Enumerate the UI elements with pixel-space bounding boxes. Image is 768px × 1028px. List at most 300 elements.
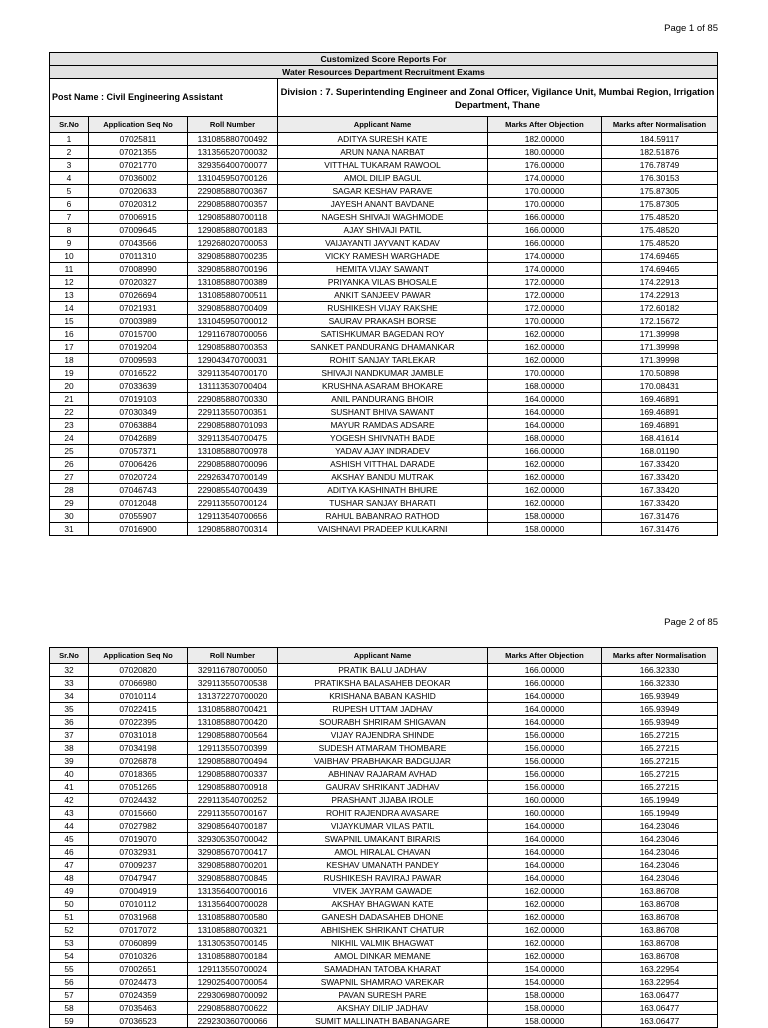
sr-no-cell: 3 (50, 159, 89, 172)
column-header: Applicant Name (278, 648, 488, 664)
application-seq-cell: 07019070 (89, 833, 188, 846)
application-seq-cell: 07003989 (89, 315, 188, 328)
application-seq-cell: 07021931 (89, 302, 188, 315)
sr-no-cell: 16 (50, 328, 89, 341)
marks-after-objection-cell: 156.00000 (488, 768, 602, 781)
marks-after-normalisation-cell: 165.19949 (602, 794, 718, 807)
sr-no-cell: 26 (50, 458, 89, 471)
applicant-name-cell: VIJAYKUMAR VILAS PATIL (278, 820, 488, 833)
marks-after-objection-cell: 164.00000 (488, 859, 602, 872)
applicant-name-cell: ROHIT SANJAY TARLEKAR (278, 354, 488, 367)
roll-number-cell: 131085880700389 (188, 276, 278, 289)
marks-after-objection-cell: 162.00000 (488, 924, 602, 937)
applicant-name-cell: SWAPNIL UMAKANT BIRARIS (278, 833, 488, 846)
sr-no-cell: 37 (50, 729, 89, 742)
roll-number-cell: 131356400700028 (188, 898, 278, 911)
applicant-name-cell: AMOL HIRALAL CHAVAN (278, 846, 488, 859)
table-row (50, 755, 718, 768)
table-row (50, 263, 718, 276)
applicant-name-cell: MAYUR RAMDAS ADSARE (278, 419, 488, 432)
roll-number-cell: 229085880700622 (188, 1002, 278, 1015)
report-title-line-2: Water Resources Department Recruitment Exams (50, 66, 718, 79)
application-seq-cell: 07043566 (89, 237, 188, 250)
table-row (50, 885, 718, 898)
marks-after-objection-cell: 164.00000 (488, 419, 602, 432)
marks-after-objection-cell: 170.00000 (488, 185, 602, 198)
table-header-row (50, 648, 718, 664)
marks-after-normalisation-cell: 167.31476 (602, 510, 718, 523)
marks-after-normalisation-cell: 175.87305 (602, 185, 718, 198)
marks-after-normalisation-cell: 167.33420 (602, 497, 718, 510)
application-seq-cell: 07015660 (89, 807, 188, 820)
roll-number-cell: 129113550700399 (188, 742, 278, 755)
marks-after-normalisation-cell: 170.08431 (602, 380, 718, 393)
table-row (50, 950, 718, 963)
application-seq-cell: 07010112 (89, 898, 188, 911)
roll-number-cell: 131085880700511 (188, 289, 278, 302)
table-row (50, 315, 718, 328)
roll-number-cell: 131085880700492 (188, 133, 278, 146)
page-number-label: Page 1 of 85 (664, 23, 718, 34)
application-seq-cell: 07010326 (89, 950, 188, 963)
sr-no-cell: 17 (50, 341, 89, 354)
table-row (50, 768, 718, 781)
roll-number-cell: 329113540700475 (188, 432, 278, 445)
roll-number-cell: 129043470700031 (188, 354, 278, 367)
column-header: Sr.No (50, 648, 89, 664)
roll-number-cell: 129025400700054 (188, 976, 278, 989)
marks-after-normalisation-cell: 167.33420 (602, 484, 718, 497)
marks-after-objection-cell: 164.00000 (488, 846, 602, 859)
table-row (50, 432, 718, 445)
application-seq-cell: 07027982 (89, 820, 188, 833)
sr-no-cell: 56 (50, 976, 89, 989)
sr-no-cell: 1 (50, 133, 89, 146)
table-row (50, 924, 718, 937)
marks-after-objection-cell: 162.00000 (488, 328, 602, 341)
roll-number-cell: 129085880700118 (188, 211, 278, 224)
application-seq-cell: 07057371 (89, 445, 188, 458)
application-seq-cell: 07051265 (89, 781, 188, 794)
marks-after-normalisation-cell: 182.51876 (602, 146, 718, 159)
application-seq-cell: 07021770 (89, 159, 188, 172)
application-seq-cell: 07026878 (89, 755, 188, 768)
sr-no-cell: 33 (50, 677, 89, 690)
applicant-name-cell: VAIBHAV PRABHAKAR BADGUJAR (278, 755, 488, 768)
table-row (50, 716, 718, 729)
roll-number-cell: 229113550700351 (188, 406, 278, 419)
table-row (50, 898, 718, 911)
table-row (50, 471, 718, 484)
applicant-name-cell: YADAV AJAY INDRADEV (278, 445, 488, 458)
application-seq-cell: 07063884 (89, 419, 188, 432)
table-row (50, 937, 718, 950)
marks-after-objection-cell: 154.00000 (488, 976, 602, 989)
sr-no-cell: 21 (50, 393, 89, 406)
marks-after-objection-cell: 166.00000 (488, 224, 602, 237)
roll-number-cell: 131305350700145 (188, 937, 278, 950)
applicant-name-cell: VICKY RAMESH WARGHADE (278, 250, 488, 263)
sr-no-cell: 10 (50, 250, 89, 263)
marks-after-normalisation-cell: 165.27215 (602, 768, 718, 781)
application-seq-cell: 07060899 (89, 937, 188, 950)
sr-no-cell: 47 (50, 859, 89, 872)
applicant-name-cell: GANESH DADASAHEB DHONE (278, 911, 488, 924)
sr-no-cell: 50 (50, 898, 89, 911)
table-row (50, 133, 718, 146)
application-seq-cell: 07012048 (89, 497, 188, 510)
applicant-name-cell: VAISHNAVI PRADEEP KULKARNI (278, 523, 488, 536)
application-seq-cell: 07006915 (89, 211, 188, 224)
table-row (50, 445, 718, 458)
application-seq-cell: 07020312 (89, 198, 188, 211)
roll-number-cell: 131356520700032 (188, 146, 278, 159)
application-seq-cell: 07026694 (89, 289, 188, 302)
application-seq-cell: 07006426 (89, 458, 188, 471)
applicant-name-cell: NAGESH SHIVAJI WAGHMODE (278, 211, 488, 224)
marks-after-objection-cell: 174.00000 (488, 172, 602, 185)
applicant-name-cell: ARUN NANA NARBAT (278, 146, 488, 159)
table-row (50, 328, 718, 341)
application-seq-cell: 07020820 (89, 664, 188, 677)
marks-after-objection-cell: 164.00000 (488, 833, 602, 846)
sr-no-cell: 28 (50, 484, 89, 497)
sr-no-cell: 36 (50, 716, 89, 729)
marks-after-normalisation-cell: 164.23046 (602, 859, 718, 872)
marks-after-objection-cell: 162.00000 (488, 950, 602, 963)
roll-number-cell: 329085880700196 (188, 263, 278, 276)
table-row (50, 677, 718, 690)
table-row (50, 458, 718, 471)
roll-number-cell: 329085880700845 (188, 872, 278, 885)
marks-after-normalisation-cell: 168.01190 (602, 445, 718, 458)
sr-no-cell: 49 (50, 885, 89, 898)
sr-no-cell: 43 (50, 807, 89, 820)
sr-no-cell: 48 (50, 872, 89, 885)
application-seq-cell: 07030349 (89, 406, 188, 419)
table-row (50, 989, 718, 1002)
marks-after-normalisation-cell: 172.60182 (602, 302, 718, 315)
marks-after-objection-cell: 166.00000 (488, 677, 602, 690)
roll-number-cell: 129113550700024 (188, 963, 278, 976)
roll-number-cell: 229085880701093 (188, 419, 278, 432)
roll-number-cell: 329113550700538 (188, 677, 278, 690)
application-seq-cell: 07009593 (89, 354, 188, 367)
marks-after-objection-cell: 154.00000 (488, 963, 602, 976)
application-seq-cell: 07016522 (89, 367, 188, 380)
sr-no-cell: 23 (50, 419, 89, 432)
applicant-name-cell: VITTHAL TUKARAM RAWOOL (278, 159, 488, 172)
table-row (50, 729, 718, 742)
table-row (50, 742, 718, 755)
application-seq-cell: 07019204 (89, 341, 188, 354)
marks-after-objection-cell: 162.00000 (488, 885, 602, 898)
application-seq-cell: 07009237 (89, 859, 188, 872)
marks-after-normalisation-cell: 175.87305 (602, 198, 718, 211)
column-header: Roll Number (188, 117, 278, 133)
sr-no-cell: 8 (50, 224, 89, 237)
sr-no-cell: 30 (50, 510, 89, 523)
application-seq-cell: 07035463 (89, 1002, 188, 1015)
marks-after-objection-cell: 160.00000 (488, 794, 602, 807)
sr-no-cell: 42 (50, 794, 89, 807)
marks-after-objection-cell: 164.00000 (488, 406, 602, 419)
marks-after-objection-cell: 176.00000 (488, 159, 602, 172)
marks-after-normalisation-cell: 165.27215 (602, 742, 718, 755)
column-header: Application Seq No (89, 648, 188, 664)
application-seq-cell: 07024359 (89, 989, 188, 1002)
marks-after-normalisation-cell: 174.22913 (602, 276, 718, 289)
post-name: Post Name : Civil Engineering Assistant (50, 79, 278, 117)
marks-after-objection-cell: 162.00000 (488, 471, 602, 484)
applicant-name-cell: YOGESH SHIVNATH BADE (278, 432, 488, 445)
marks-after-normalisation-cell: 166.32330 (602, 677, 718, 690)
sr-no-cell: 52 (50, 924, 89, 937)
application-seq-cell: 07066980 (89, 677, 188, 690)
marks-after-normalisation-cell: 165.27215 (602, 755, 718, 768)
marks-after-normalisation-cell: 165.19949 (602, 807, 718, 820)
score-report-table-page-2 (49, 647, 718, 1028)
applicant-name-cell: GAURAV SHRIKANT JADHAV (278, 781, 488, 794)
applicant-name-cell: JAYESH ANANT BAVDANE (278, 198, 488, 211)
application-seq-cell: 07024432 (89, 794, 188, 807)
table-row (50, 510, 718, 523)
marks-after-normalisation-cell: 163.22954 (602, 963, 718, 976)
sr-no-cell: 40 (50, 768, 89, 781)
roll-number-cell: 329356400700077 (188, 159, 278, 172)
marks-after-normalisation-cell: 175.48520 (602, 224, 718, 237)
roll-number-cell: 129113540700656 (188, 510, 278, 523)
application-seq-cell: 07047947 (89, 872, 188, 885)
marks-after-normalisation-cell: 174.22913 (602, 289, 718, 302)
marks-after-normalisation-cell: 165.93949 (602, 703, 718, 716)
marks-after-normalisation-cell: 163.86708 (602, 924, 718, 937)
table-row (50, 781, 718, 794)
applicant-name-cell: RUPESH UTTAM JADHAV (278, 703, 488, 716)
roll-number-cell: 329305350700042 (188, 833, 278, 846)
applicant-name-cell: ABHISHEK SHRIKANT CHATUR (278, 924, 488, 937)
sr-no-cell: 13 (50, 289, 89, 302)
application-seq-cell: 07032931 (89, 846, 188, 859)
marks-after-objection-cell: 156.00000 (488, 781, 602, 794)
applicant-name-cell: SANKET PANDURANG DHAMANKAR (278, 341, 488, 354)
table-row (50, 807, 718, 820)
table-row (50, 341, 718, 354)
application-seq-cell: 07046743 (89, 484, 188, 497)
sr-no-cell: 20 (50, 380, 89, 393)
application-seq-cell: 07016900 (89, 523, 188, 536)
application-seq-cell: 07031968 (89, 911, 188, 924)
marks-after-normalisation-cell: 175.48520 (602, 211, 718, 224)
applicant-name-cell: SATISHKUMAR BAGEDAN ROY (278, 328, 488, 341)
marks-after-objection-cell: 164.00000 (488, 716, 602, 729)
roll-number-cell: 131372270700020 (188, 690, 278, 703)
marks-after-objection-cell: 172.00000 (488, 302, 602, 315)
marks-after-normalisation-cell: 163.86708 (602, 937, 718, 950)
marks-after-objection-cell: 162.00000 (488, 458, 602, 471)
application-seq-cell: 07009645 (89, 224, 188, 237)
applicant-name-cell: VIVEK JAYRAM GAWADE (278, 885, 488, 898)
roll-number-cell: 329085880700409 (188, 302, 278, 315)
applicant-name-cell: TUSHAR SANJAY BHARATI (278, 497, 488, 510)
application-seq-cell: 07031018 (89, 729, 188, 742)
column-header: Marks after Normalisation (602, 648, 718, 664)
application-seq-cell: 07018365 (89, 768, 188, 781)
marks-after-objection-cell: 164.00000 (488, 703, 602, 716)
roll-number-cell: 129268020700053 (188, 237, 278, 250)
application-seq-cell: 07036523 (89, 1015, 188, 1028)
column-header: Marks After Objection (488, 648, 602, 664)
sr-no-cell: 19 (50, 367, 89, 380)
applicant-name-cell: RUSHIKESH RAVIRAJ PAWAR (278, 872, 488, 885)
marks-after-normalisation-cell: 167.33420 (602, 471, 718, 484)
roll-number-cell: 131085880700321 (188, 924, 278, 937)
sr-no-cell: 53 (50, 937, 89, 950)
marks-after-normalisation-cell: 164.23046 (602, 820, 718, 833)
roll-number-cell: 131085880700421 (188, 703, 278, 716)
table-row (50, 224, 718, 237)
table-row (50, 963, 718, 976)
roll-number-cell: 129085880700564 (188, 729, 278, 742)
application-seq-cell: 07036002 (89, 172, 188, 185)
marks-after-objection-cell: 182.00000 (488, 133, 602, 146)
sr-no-cell: 18 (50, 354, 89, 367)
table-row (50, 250, 718, 263)
application-seq-cell: 07021355 (89, 146, 188, 159)
marks-after-objection-cell: 170.00000 (488, 315, 602, 328)
sr-no-cell: 15 (50, 315, 89, 328)
table-row (50, 484, 718, 497)
marks-after-normalisation-cell: 165.27215 (602, 781, 718, 794)
table-row (50, 419, 718, 432)
application-seq-cell: 07015700 (89, 328, 188, 341)
column-header: Marks after Normalisation (602, 117, 718, 133)
application-seq-cell: 07017072 (89, 924, 188, 937)
roll-number-cell: 329085670700417 (188, 846, 278, 859)
sr-no-cell: 7 (50, 211, 89, 224)
marks-after-normalisation-cell: 165.93949 (602, 716, 718, 729)
sr-no-cell: 2 (50, 146, 89, 159)
applicant-name-cell: KRUSHNA ASARAM BHOKARE (278, 380, 488, 393)
marks-after-normalisation-cell: 163.86708 (602, 885, 718, 898)
applicant-name-cell: SAURAV PRAKASH BORSE (278, 315, 488, 328)
marks-after-objection-cell: 164.00000 (488, 872, 602, 885)
roll-number-cell: 329085640700187 (188, 820, 278, 833)
table-row (50, 406, 718, 419)
marks-after-objection-cell: 162.00000 (488, 341, 602, 354)
applicant-name-cell: AKSHAY BHAGWAN KATE (278, 898, 488, 911)
sr-no-cell: 25 (50, 445, 89, 458)
applicant-name-cell: ROHIT RAJENDRA AVASARE (278, 807, 488, 820)
marks-after-normalisation-cell: 184.59117 (602, 133, 718, 146)
marks-after-normalisation-cell: 168.41614 (602, 432, 718, 445)
sr-no-cell: 12 (50, 276, 89, 289)
roll-number-cell: 129085880700337 (188, 768, 278, 781)
sr-no-cell: 35 (50, 703, 89, 716)
table-row (50, 289, 718, 302)
roll-number-cell: 229263470700149 (188, 471, 278, 484)
roll-number-cell: 131356400700016 (188, 885, 278, 898)
application-seq-cell: 07011310 (89, 250, 188, 263)
applicant-name-cell: SAGAR KESHAV PARAVE (278, 185, 488, 198)
applicant-name-cell: ADITYA SURESH KATE (278, 133, 488, 146)
marks-after-objection-cell: 174.00000 (488, 263, 602, 276)
marks-after-objection-cell: 160.00000 (488, 807, 602, 820)
applicant-name-cell: SAMADHAN TATOBA KHARAT (278, 963, 488, 976)
marks-after-objection-cell: 166.00000 (488, 211, 602, 224)
table-row (50, 703, 718, 716)
roll-number-cell: 329113540700170 (188, 367, 278, 380)
table-row (50, 497, 718, 510)
marks-after-normalisation-cell: 163.22954 (602, 976, 718, 989)
roll-number-cell: 329085880700201 (188, 859, 278, 872)
column-header: Applicant Name (278, 117, 488, 133)
applicant-name-cell: SUDESH ATMARAM THOMBARE (278, 742, 488, 755)
applicant-name-cell: PRIYANKA VILAS BHOSALE (278, 276, 488, 289)
marks-after-objection-cell: 156.00000 (488, 755, 602, 768)
roll-number-cell: 129085880700494 (188, 755, 278, 768)
roll-number-cell: 229113550700167 (188, 807, 278, 820)
table-row (50, 820, 718, 833)
table-row (50, 1002, 718, 1015)
marks-after-objection-cell: 166.00000 (488, 237, 602, 250)
application-seq-cell: 07022395 (89, 716, 188, 729)
applicant-name-cell: AMOL DILIP BAGUL (278, 172, 488, 185)
sr-no-cell: 6 (50, 198, 89, 211)
sr-no-cell: 24 (50, 432, 89, 445)
marks-after-normalisation-cell: 167.31476 (602, 523, 718, 536)
marks-after-objection-cell: 162.00000 (488, 937, 602, 950)
application-seq-cell: 07019103 (89, 393, 188, 406)
sr-no-cell: 34 (50, 690, 89, 703)
application-seq-cell: 07024473 (89, 976, 188, 989)
table-row (50, 198, 718, 211)
marks-after-normalisation-cell: 165.27215 (602, 729, 718, 742)
column-header: Marks After Objection (488, 117, 602, 133)
roll-number-cell: 229113550700124 (188, 497, 278, 510)
column-header: Application Seq No (89, 117, 188, 133)
roll-number-cell: 131085880700184 (188, 950, 278, 963)
application-seq-cell: 07020327 (89, 276, 188, 289)
marks-after-normalisation-cell: 163.86708 (602, 898, 718, 911)
roll-number-cell: 229085880700367 (188, 185, 278, 198)
marks-after-normalisation-cell: 167.33420 (602, 458, 718, 471)
table-row (50, 380, 718, 393)
applicant-name-cell: PRATIKSHA BALASAHEB DEOKAR (278, 677, 488, 690)
table-row (50, 833, 718, 846)
marks-after-normalisation-cell: 169.46891 (602, 419, 718, 432)
applicant-name-cell: SHIVAJI NANDKUMAR JAMBLE (278, 367, 488, 380)
application-seq-cell: 07004919 (89, 885, 188, 898)
sr-no-cell: 46 (50, 846, 89, 859)
marks-after-normalisation-cell: 176.78749 (602, 159, 718, 172)
roll-number-cell: 329116780700050 (188, 664, 278, 677)
table-row (50, 911, 718, 924)
marks-after-objection-cell: 156.00000 (488, 742, 602, 755)
application-seq-cell: 07022415 (89, 703, 188, 716)
applicant-name-cell: ANIL PANDURANG BHOIR (278, 393, 488, 406)
application-seq-cell: 07008990 (89, 263, 188, 276)
sr-no-cell: 11 (50, 263, 89, 276)
score-report-table-page-1 (49, 52, 718, 536)
roll-number-cell: 229085880700096 (188, 458, 278, 471)
applicant-name-cell: RUSHIKESH VIJAY RAKSHE (278, 302, 488, 315)
applicant-name-cell: ABHINAV RAJARAM AVHAD (278, 768, 488, 781)
application-seq-cell: 07020724 (89, 471, 188, 484)
applicant-name-cell: KESHAV UMANATH PANDEY (278, 859, 488, 872)
sr-no-cell: 22 (50, 406, 89, 419)
roll-number-cell: 131045950700126 (188, 172, 278, 185)
